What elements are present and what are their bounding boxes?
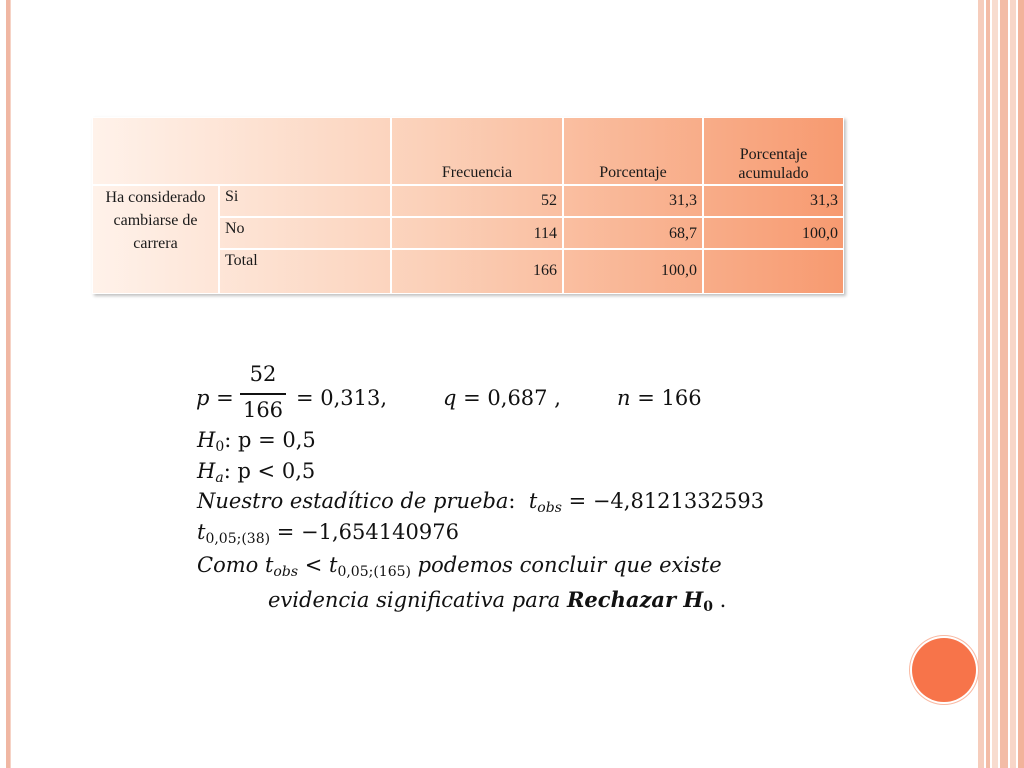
table-cell — [391, 185, 563, 217]
slide-left-border-inner — [10, 0, 11, 768]
q-expression: q = 0,687 , — [443, 386, 561, 410]
table-header-frecuencia — [391, 117, 563, 185]
cell-value: 100,0 — [661, 262, 697, 279]
row-label-text: No — [225, 220, 245, 237]
cell-value: 31,3 — [669, 192, 697, 209]
table-cell — [563, 217, 703, 249]
test-statistic-line: Nuestro estadítico de prueba: $t_{obs} = -4,8121332593$ — [197, 489, 765, 516]
critical-value-line: $t_{0,05;(38)} = -1,654140976$ — [197, 520, 459, 547]
frequency-table — [92, 117, 844, 294]
table-cell — [563, 249, 703, 294]
table-cell — [563, 185, 703, 217]
conclusion-line-2: evidencia significativa para Rechazar $H_0$ . — [268, 587, 727, 615]
table-row-label — [219, 249, 391, 294]
cell-value: 68,7 — [669, 225, 697, 242]
fraction-bar — [240, 393, 286, 395]
table-group-label — [92, 185, 219, 294]
alternative-hypothesis: $H_a$: p < 0,5 — [197, 459, 316, 486]
n-expression: n = 166 — [617, 386, 702, 410]
table-header-label: Frecuencia — [441, 164, 513, 181]
table-cell — [703, 185, 844, 217]
slide-right-stripe — [1010, 0, 1016, 768]
table-header-acumulado — [703, 117, 844, 185]
table-cell — [391, 249, 563, 294]
slide-right-stripe — [978, 0, 984, 768]
decorative-circle — [912, 638, 976, 702]
p-result: = 0,313, — [296, 386, 388, 410]
fraction-numerator: 52 — [249, 362, 277, 386]
p-variable: p = — [196, 386, 234, 410]
table-header-label: Porcentaje acumulado — [738, 146, 809, 182]
table-cell — [391, 217, 563, 249]
conclusion-line-1: Como $t_{obs} < t_{0,05;(165)}$ podemos concluir que existe — [197, 553, 722, 580]
slide-right-stripe — [992, 0, 998, 768]
table-header-label: Porcentaje — [599, 164, 667, 181]
p-fraction — [240, 362, 286, 428]
row-label-text: Total — [225, 252, 258, 269]
group-label-text: Ha considerado cambiarse de carrera — [105, 189, 206, 252]
table-header-porcentaje — [563, 117, 703, 185]
table-row-label — [219, 185, 391, 217]
table-cell — [703, 217, 844, 249]
slide-right-stripe — [1018, 0, 1024, 768]
cell-value: 100,0 — [802, 225, 838, 242]
cell-value: 31,3 — [810, 192, 838, 209]
slide-right-stripe — [1000, 0, 1008, 768]
cell-value: 52 — [541, 192, 557, 209]
null-hypothesis: $H_0$: p = 0,5 — [197, 428, 316, 455]
slide-right-stripe — [986, 0, 990, 768]
table-header-empty — [92, 117, 391, 185]
fraction-denominator: 166 — [242, 398, 284, 422]
table-row-label — [219, 217, 391, 249]
cell-value: 114 — [533, 225, 557, 242]
row-label-text: Si — [225, 188, 239, 205]
table-cell — [703, 249, 844, 294]
cell-value: 166 — [533, 262, 557, 279]
